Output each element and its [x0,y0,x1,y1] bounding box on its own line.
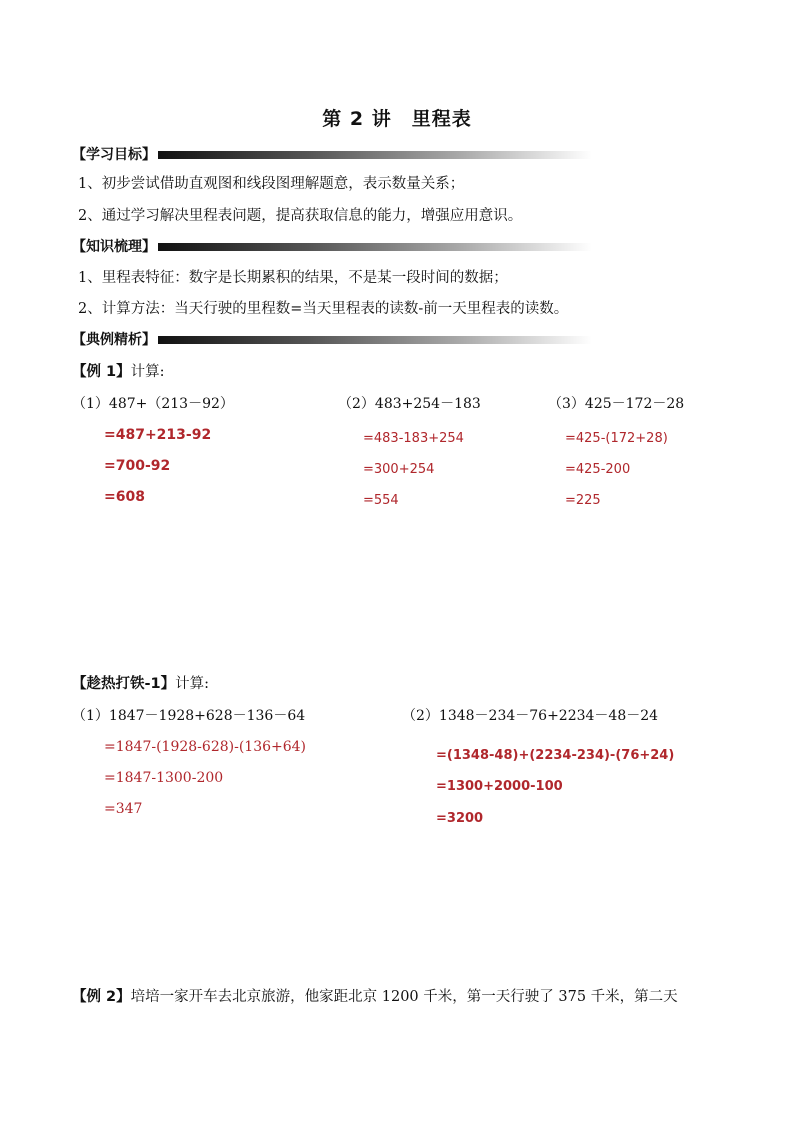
example1-heading [72,362,165,382]
practice1-label: 【趁热打铁-1】 [72,676,176,692]
answer-step: =554 [363,493,399,508]
practice1-question-1: （1）1847－1928+628－136－64 [72,708,306,724]
answer-step: =3200 [436,811,484,826]
section-heading-label: 【学习目标】 [72,147,156,163]
goal-item: 1、初步尝试借助直观图和线段图理解题意，表示数量关系； [78,176,465,192]
answer-step: =608 [104,489,145,505]
section-heading-label: 【典例精析】 [72,332,156,348]
heading-gradient-bar [158,151,592,159]
section-heading-goals [72,145,592,165]
example2-text: 培培一家开车去北京旅游，他家距北京 1200 千米，第一天行驶了 375 千米，第二天 [130,989,678,1005]
practice1-prompt: 计算: [175,676,209,692]
example2-label: 【例 2】 [72,989,131,1005]
practice1-question-2: （2）1348－234－76+2234－48－24 [402,708,659,724]
section-heading-examples [72,330,592,350]
example2-heading [72,987,678,1007]
answer-step: =1300+2000-100 [436,779,563,794]
heading-gradient-bar [158,243,592,251]
answer-step: =483-183+254 [363,431,464,446]
answer-step: =300+254 [363,462,435,477]
knowledge-item: 1、里程表特征：数字是长期累积的结果，不是某一段时间的数据； [78,270,508,286]
answer-step: =347 [104,801,143,817]
section-heading-label: 【知识梳理】 [72,239,156,255]
page-title: 第 2 讲 里程表 [322,108,472,130]
goal-item: 2、通过学习解决里程表问题，提高获取信息的能力，增强应用意识。 [78,208,523,224]
knowledge-item: 2、计算方法：当天行驶的里程数=当天里程表的读数-前一天里程表的读数。 [78,301,569,317]
example1-prompt: 计算: [130,364,165,380]
example1-question-2: （2）483+254－183 [338,396,481,412]
answer-step: =1847-(1928-628)-(136+64) [104,739,307,755]
answer-step: =225 [565,493,601,508]
answer-step: =425-(172+28) [565,431,668,446]
example1-question-1: （1）487+（213－92） [72,396,234,412]
answer-step: =487+213-92 [104,427,212,443]
example1-question-3: （3）425－172－28 [548,396,685,412]
section-heading-knowledge [72,237,592,257]
practice1-heading [72,674,209,694]
answer-step: =(1348-48)+(2234-234)-(76+24) [436,748,675,763]
example1-label: 【例 1】 [72,364,131,380]
answer-step: =700-92 [104,458,171,474]
answer-step: =425-200 [565,462,631,477]
answer-step: =1847-1300-200 [104,770,224,786]
heading-gradient-bar [158,336,592,344]
